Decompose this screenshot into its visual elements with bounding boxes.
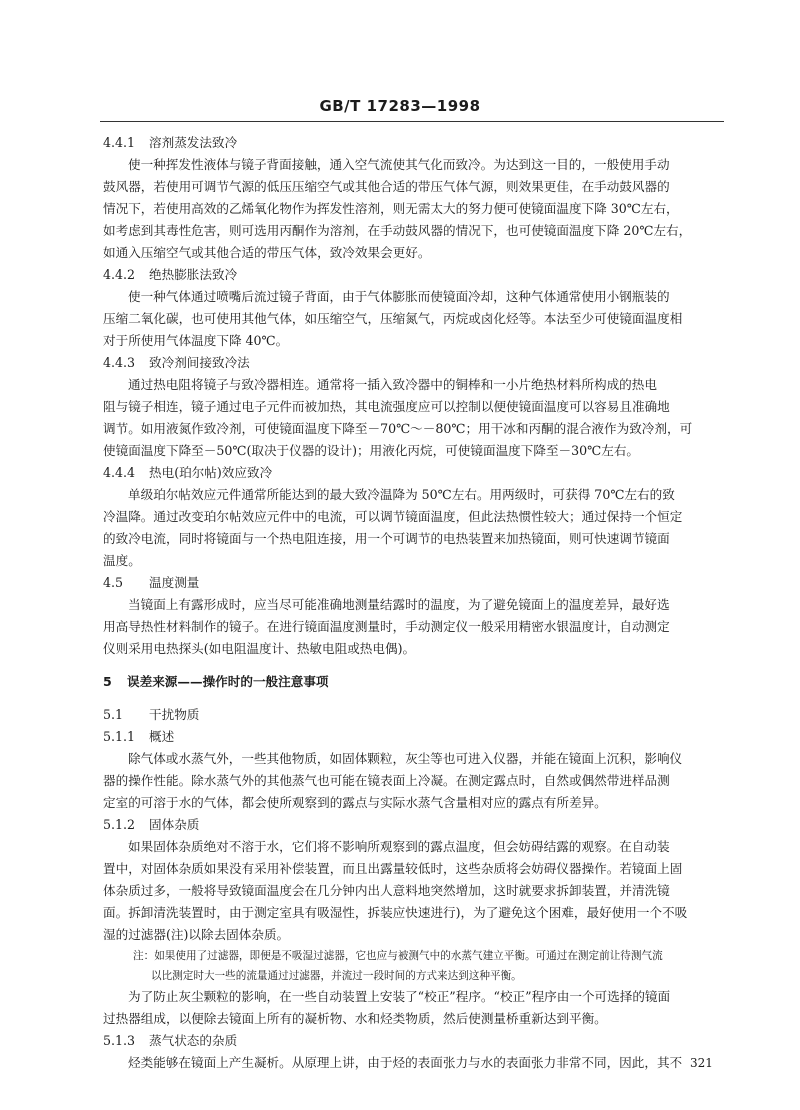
section-number: 4.4.2 — [103, 267, 136, 282]
paragraph-line: 如考虑到其毒性危害，则可选用丙酮作为溶剂，在手动鼓风器的情况下，也可使镜面温度下降 20℃左右， — [103, 223, 692, 238]
note-text: 如果使用了过滤器，即便是不吸湿过滤器，它也应与被测气中的水蒸气建立平衡。可通过在测定前让待测气流 — [154, 950, 663, 962]
paragraph-line: 调节。如用液氮作致冷剂，可使镜面温度下降至－70℃～－80℃；用干冰和丙酮的混合液作为致冷剂，可 — [103, 421, 693, 436]
note-line — [103, 946, 728, 966]
paragraph-line: 为了防止灰尘颗粒的影响，在一些自动装置上安装了“校正”程序。“校正”程序由一个可选择的镜面 — [128, 989, 671, 1004]
page-number: 321 — [690, 1056, 713, 1070]
paragraph-line: 器的操作性能。除水蒸气外的其他蒸气也可能在镜表面上冷凝。在测定露点时，自然或偶然带进样品测 — [103, 773, 670, 788]
section-number: 5.1 — [103, 707, 124, 722]
paragraph-line: 过热器组成，以便除去镜面上所有的凝析物、水和烃类物质，然后使测量桥重新达到平衡。 — [103, 1011, 607, 1026]
section-number: 5.1.3 — [103, 1033, 136, 1048]
section-title: 热电(珀尔帖)效应致冷 — [149, 465, 273, 480]
paragraph-line: 除气体或水蒸气外，一些其他物质，如固体颗粒，灰尘等也可进入仪器，并能在镜面上沉积，影响仪 — [128, 751, 683, 766]
chapter-number: 5 — [103, 674, 112, 689]
section-title: 绝热膨胀法致冷 — [149, 267, 238, 282]
section-number: 4.5 — [103, 575, 124, 590]
paragraph-line: 如果固体杂质绝对不溶于水，它们将不影响所观察到的露点温度，但会妨碍结露的观察。在自动装 — [128, 839, 670, 854]
note-label: 注： — [133, 950, 155, 962]
section-number: 5.1.1 — [103, 729, 136, 744]
chapter-title: 误差来源——操作时的一般注意事项 — [127, 674, 329, 689]
paragraph-line: 通过热电阻将镜子与致冷器相连。通常将一插入致冷器中的铜棒和一小片绝热材料所构成的热电 — [128, 377, 657, 392]
section-title: 概述 — [149, 729, 175, 744]
paragraph-line: 面。拆卸清洗装置时，由于测定室具有吸湿性，拆装应快速进行)，为了避免这个困难，最好使用一个不吸 — [103, 905, 688, 920]
section-title: 蒸气状态的杂质 — [149, 1033, 238, 1048]
paragraph-line: 定室的可溶于水的气体，都会使所观察到的露点与实际水蒸气含量相对应的露点有所差异。 — [103, 795, 607, 810]
paragraph-line: 阻与镜子相连，镜子通过电子元件而被加热，其电流强度应可以控制以便使镜面温度可以容易且准确地 — [103, 399, 670, 414]
paragraph-line: 温度。 — [103, 553, 141, 568]
paragraph-line: 压缩二氧化碳，也可使用其他气体，如压缩空气，压缩氮气，丙烷或卤化烃等。本法至少可使镜面温度相 — [103, 311, 683, 326]
paragraph-line: 冷温降。通过改变珀尔帖效应元件中的电流，可以调节镜面温度，但此法热惯性较大；通过保持一个恒定 — [103, 509, 683, 524]
note-line-continued: 以比测定时大一些的流量通过过滤器，并流过一段时间的方式来达到这种平衡。 — [151, 970, 522, 982]
paragraph-line: 湿的过滤器(注)以除去固体杂质。 — [103, 927, 290, 942]
section-heading-4-5 — [103, 572, 728, 594]
section-number: 4.4.4 — [103, 465, 136, 480]
paragraph-line: 的致冷电流，同时将镜面与一个热电阻连接，用一个可调节的电热装置来加热镜面，则可快速调节镜面 — [103, 531, 670, 546]
section-title: 温度测量 — [149, 575, 200, 590]
section-heading-4-4-4 — [103, 462, 728, 484]
paragraph-line: 单级珀尔帖效应元件通常所能达到的最大致冷温降为 50℃左右。用两级时，可获得 70℃左右的致 — [128, 487, 675, 502]
paragraph-line: 仪则采用电热探头(如电阻温度计、热敏电阻或热电偶)。 — [103, 641, 416, 656]
paragraph-line: 体杂质过多，一般将导致镜面温度会在几分钟内出人意料地突然增加，这时就要求拆卸装置，并清洗镜 — [103, 883, 670, 898]
paragraph-line: 情况下，若使用高效的乙烯氧化物作为挥发性溶剂，则无需太大的努力便可使镜面温度下降 30℃左右， — [103, 201, 679, 216]
standard-code-header: GB/T 17283—1998 — [319, 97, 481, 115]
section-number: 4.4.3 — [103, 355, 136, 370]
section-heading-4-4-1 — [103, 132, 728, 154]
paragraph-line: 使一种挥发性液体与镜子背面接触，通入空气流使其气化而致冷。为达到这一目的，一般使用手动 — [128, 157, 670, 172]
section-heading-5-1-1 — [103, 726, 728, 748]
paragraph-line: 用高导热性材料制作的镜子。在进行镜面温度测量时，手动测定仪一般采用精密水银温度计，自动测定 — [103, 619, 670, 634]
section-number: 5.1.2 — [103, 817, 136, 832]
header-rule — [100, 121, 724, 122]
chapter-heading-5 — [103, 671, 728, 693]
paragraph-line: 鼓风器，若使用可调节气源的低压压缩空气或其他合适的带压气体气源，则效果更佳，在手动鼓风器的 — [103, 179, 670, 194]
paragraph-line: 如通入压缩空气或其他合适的带压气体，致冷效果会更好。 — [103, 245, 431, 260]
section-heading-4-4-2 — [103, 264, 728, 286]
paragraph-line: 烃类能够在镜面上产生凝析。从原理上讲，由于烃的表面张力与水的表面张力非常不同，因此，其不 — [128, 1055, 683, 1070]
section-title: 致冷剂间接致冷法 — [149, 355, 250, 370]
page-content — [103, 132, 728, 1074]
section-heading-5-1 — [103, 704, 728, 726]
section-title: 干扰物质 — [149, 707, 200, 722]
paragraph-line: 当镜面上有露形成时，应当尽可能准确地测量结露时的温度，为了避免镜面上的温度差异，最好选 — [128, 597, 670, 612]
section-heading-4-4-3 — [103, 352, 728, 374]
paragraph-line: 使镜面温度下降至－50℃(取决于仪器的设计)；用液化丙烷，可使镜面温度下降至－30℃左右。 — [103, 443, 640, 458]
paragraph-line: 使一种气体通过喷嘴后流过镜子背面，由于气体膨胀而使镜面冷却，这种气体通常使用小钢瓶装的 — [128, 289, 670, 304]
section-title: 固体杂质 — [149, 817, 200, 832]
paragraph-line: 对于所使用气体温度下降 40℃。 — [103, 333, 289, 348]
section-heading-5-1-2 — [103, 814, 728, 836]
section-heading-5-1-3 — [103, 1030, 728, 1052]
paragraph-line: 置中，对固体杂质如果没有采用补偿装置，而且出露量较低时，这些杂质将会妨碍仪器操作。若镜面上固 — [103, 861, 683, 876]
section-number: 4.4.1 — [103, 135, 136, 150]
section-title: 溶剂蒸发法致冷 — [149, 135, 238, 150]
